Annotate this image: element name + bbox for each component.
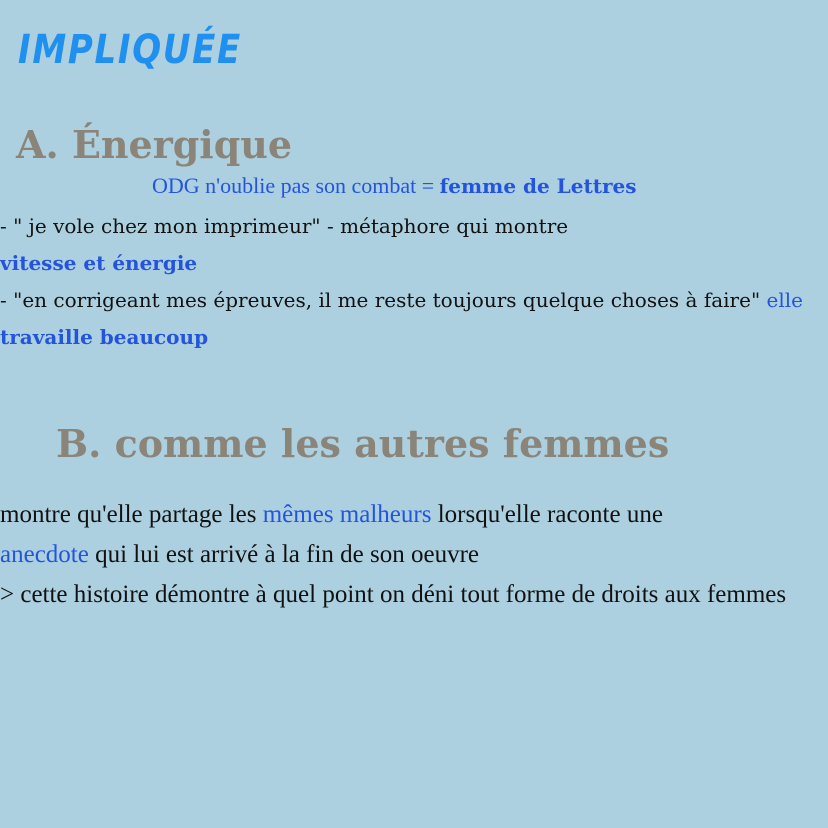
intro-text: ODG n'oublie pas son combat = [152,173,440,198]
section-a-line-1: - " je vole chez mon imprimeur" - métaphore qui montre [0,214,569,238]
section-b-body [0,495,815,615]
section-b-text-1: montre qu'elle partage les [0,501,263,528]
section-a-line-2-emphasis: travaille beaucoup [0,325,209,349]
intro-emphasis: femme de Lettres [439,174,637,198]
section-b-emphasis-2: anecdote [0,541,89,568]
line-2-text: - "en corrigeant mes épreuves, il me reste toujours quelque choses à faire" [0,288,767,312]
section-b-text-3: qui lui est arrivé à la fin de son oeuvre [88,541,479,568]
section-a-line-2 [0,282,828,319]
section-a-intro [152,173,636,199]
section-b-text-4: > cette histoire démontre à quel point on déni tout forme de droits aux femmes [0,581,787,608]
page-title: IMPLIQUÉE [18,27,242,73]
section-a-body [0,208,828,356]
section-a-line-1-emphasis: vitesse et énergie [0,251,198,275]
section-b-emphasis-1: mêmes malheurs [262,501,432,528]
section-b-heading: B. comme les autres femmes [56,421,670,466]
section-a-heading: A. Énergique [16,122,293,167]
line-2-emphasis-a: elle [766,288,803,312]
section-b-text-2: lorsqu'elle raconte une [431,501,663,528]
